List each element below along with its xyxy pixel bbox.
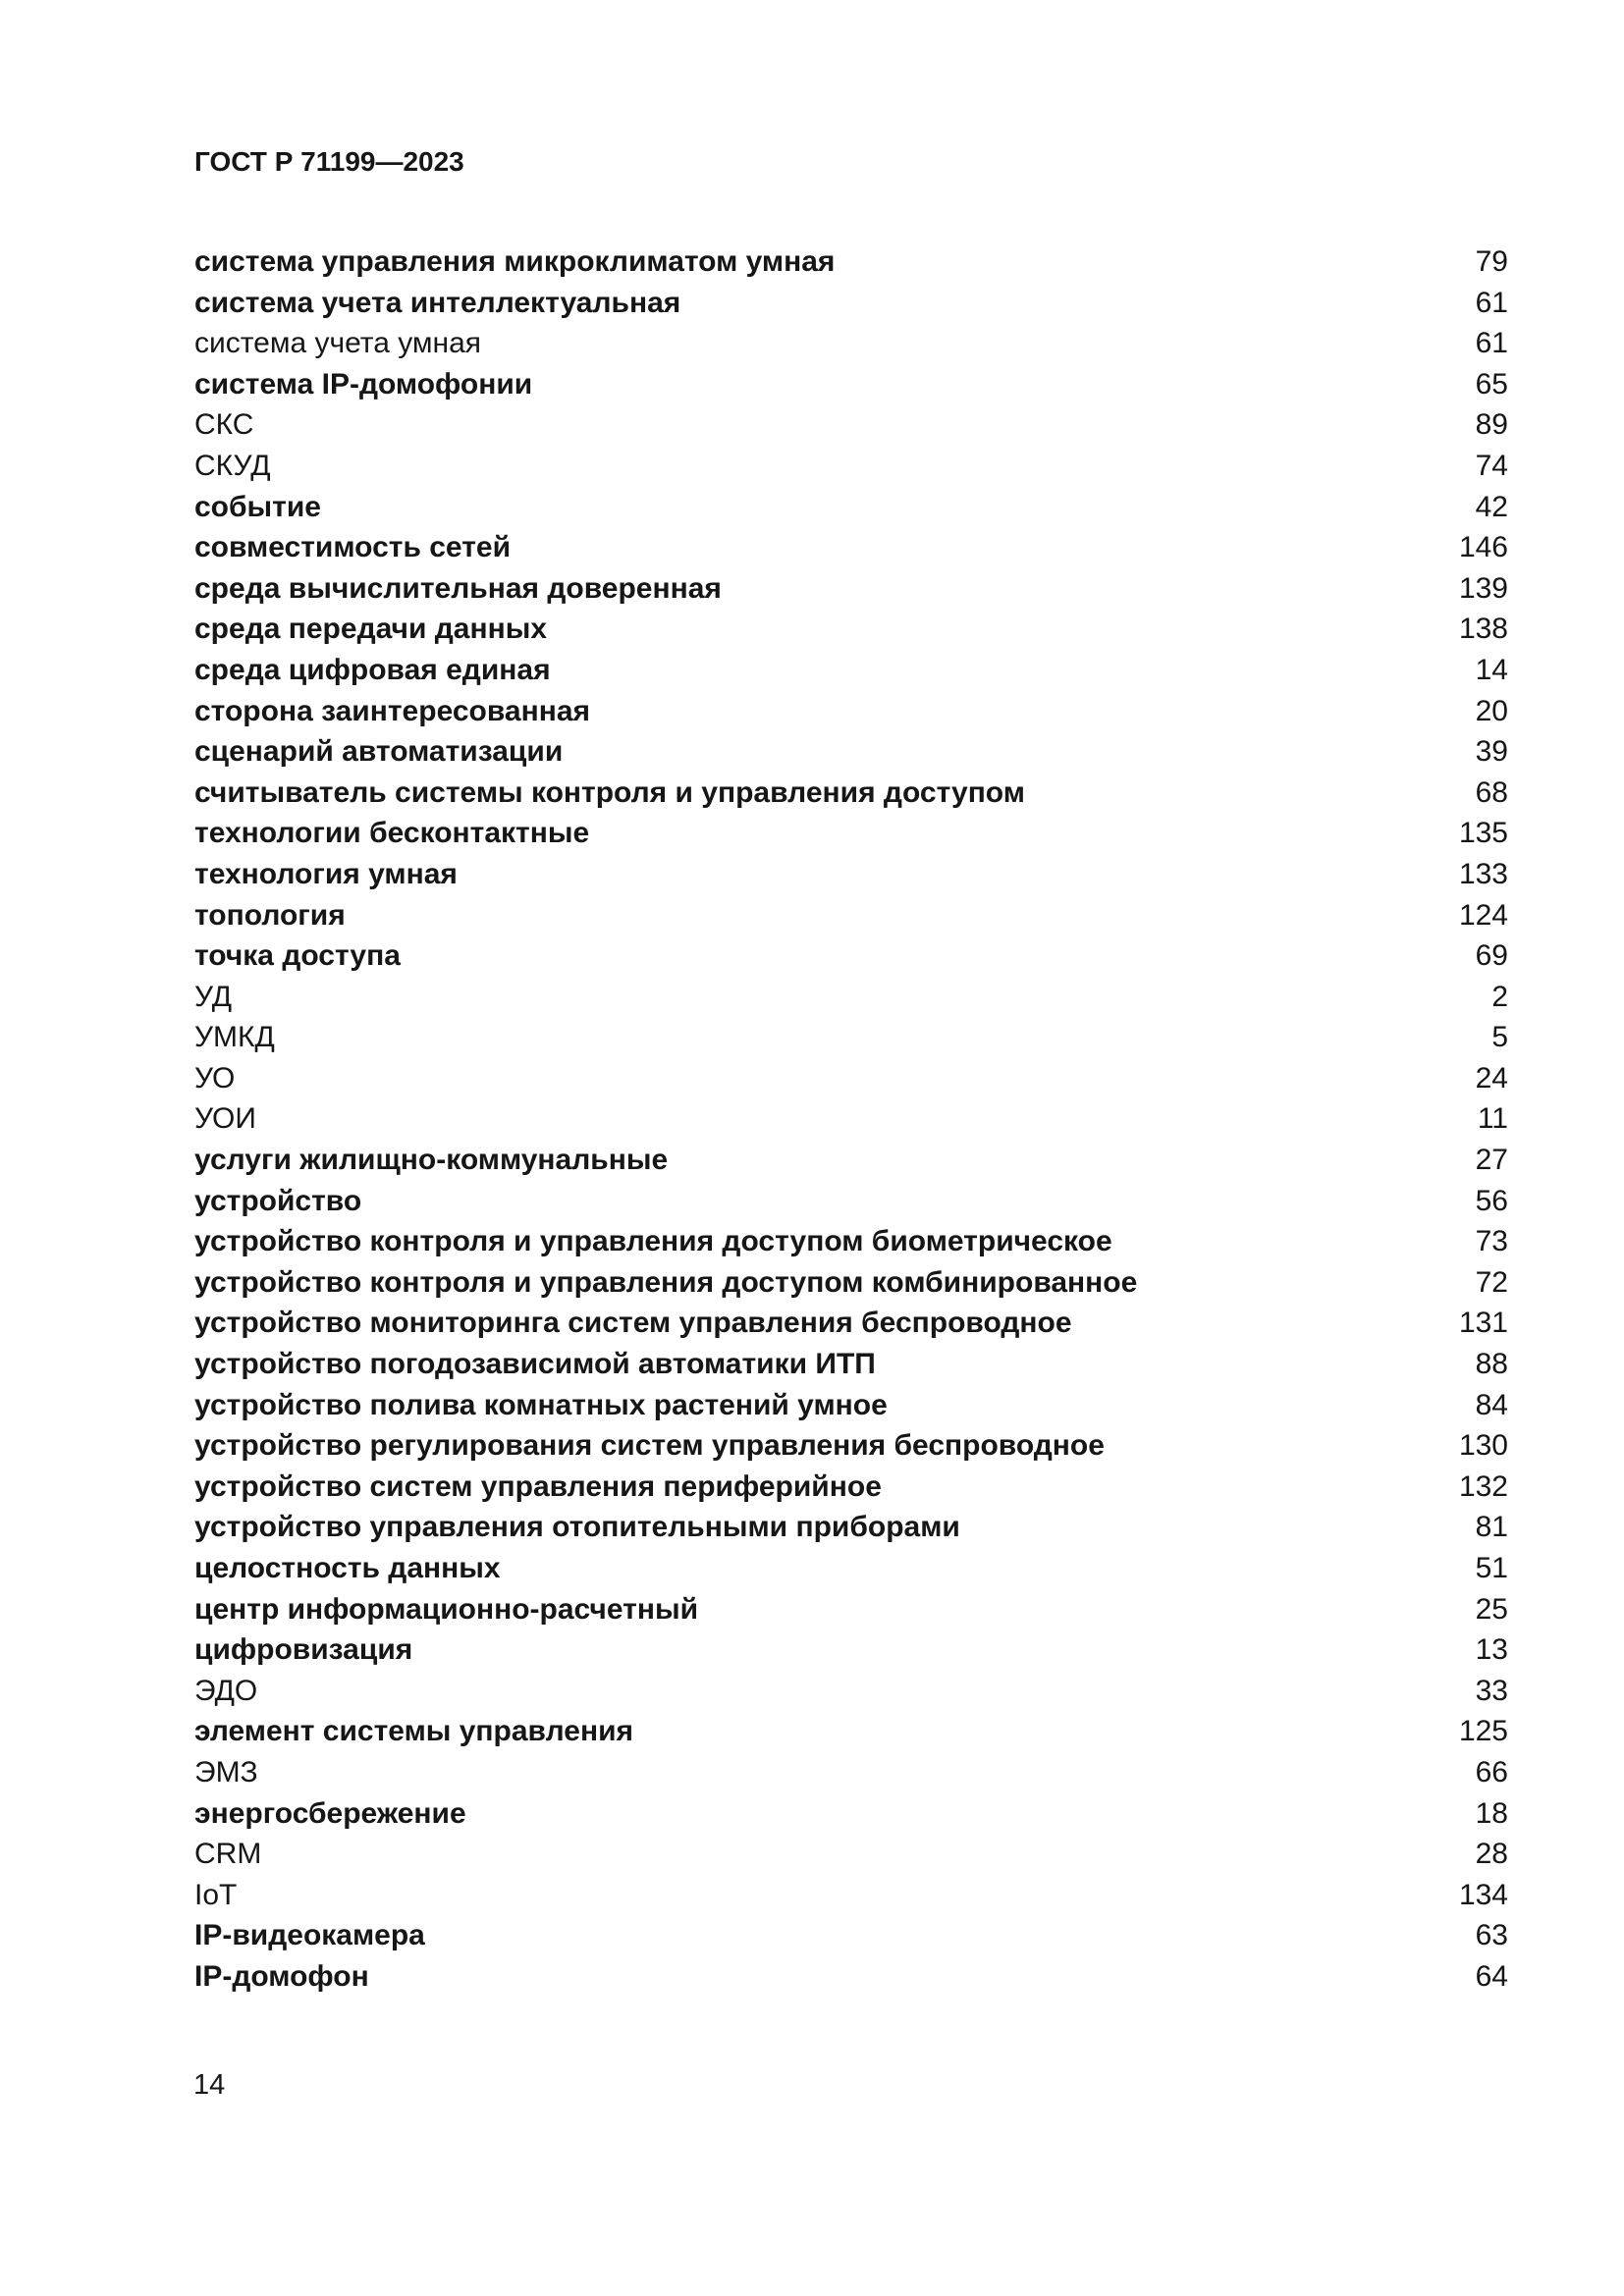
index-page-number: 13 (1475, 1633, 1508, 1667)
index-term: энергосбережение (194, 1796, 466, 1830)
index-row (194, 775, 1508, 817)
index-term: устройство (194, 1184, 362, 1217)
index-term: среда передачи данных (194, 613, 548, 646)
index-term: сценарий автоматизации (194, 735, 564, 769)
index-row (194, 653, 1508, 694)
index-term: СКС (194, 408, 254, 442)
index-row (194, 490, 1508, 531)
index-page-number: 65 (1475, 367, 1508, 400)
index-page-number: 72 (1475, 1265, 1508, 1299)
index-page-number: 84 (1475, 1388, 1508, 1421)
index-row (194, 1674, 1508, 1715)
index-row (194, 571, 1508, 613)
index-term: IP-домофон (194, 1959, 369, 1993)
page-number: 14 (193, 2069, 226, 2101)
index-term: устройство контроля и управления доступом биометрическое (194, 1225, 1112, 1258)
index-row (194, 1306, 1508, 1347)
index-page-number: 130 (1458, 1429, 1508, 1463)
index-page-number: 134 (1458, 1878, 1508, 1911)
index-row (194, 1469, 1508, 1511)
index-term: устройство регулирования систем управления беспроводное (194, 1429, 1105, 1463)
index-page-number: 74 (1475, 449, 1508, 482)
index-row (194, 1918, 1508, 1959)
index-term: CRM (194, 1838, 262, 1871)
index-term: устройство систем управления периферийное (194, 1469, 882, 1503)
index-page-number: 61 (1475, 286, 1508, 319)
document-designation: ГОСТ Р 71199—2023 (194, 146, 464, 177)
index-page-number: 5 (1491, 1021, 1508, 1054)
index-page-number: 135 (1458, 817, 1508, 850)
index-term: система IP-домофонии (194, 367, 533, 400)
index-row (194, 938, 1508, 980)
index-term: устройство мониторинга систем управления беспроводное (194, 1307, 1072, 1340)
index-row (194, 1551, 1508, 1592)
index-page-number: 27 (1475, 1144, 1508, 1177)
index-page-number: 24 (1475, 1061, 1508, 1095)
index-page-number: 88 (1475, 1348, 1508, 1381)
index-term: устройство управления отопительными приборами (194, 1511, 960, 1544)
index-row (194, 244, 1508, 286)
index-term: точка доступа (194, 939, 401, 973)
index-row (194, 898, 1508, 939)
index-term: система управления микроклиматом умная (194, 245, 836, 278)
index-row (194, 1878, 1508, 1919)
index-term: УОИ (194, 1102, 256, 1136)
index-page-number: 33 (1475, 1674, 1508, 1707)
index-page-number: 138 (1458, 613, 1508, 646)
index-page-number: 51 (1475, 1552, 1508, 1584)
index-row (194, 1101, 1508, 1143)
index-page-number: 42 (1475, 490, 1508, 523)
index-row (194, 286, 1508, 327)
index-term: событие (194, 490, 321, 523)
index-page-number: 68 (1475, 775, 1508, 809)
index-row (194, 1224, 1508, 1265)
index-term: технология умная (194, 857, 458, 890)
index-page-number: 28 (1475, 1838, 1508, 1871)
index-page-number: 131 (1458, 1307, 1508, 1340)
index-page-number: 18 (1475, 1796, 1508, 1830)
index-term: среда вычислительная доверенная (194, 571, 722, 605)
index-page-number: 146 (1458, 531, 1508, 564)
index-row (194, 1143, 1508, 1184)
index-term: среда цифровая единая (194, 653, 551, 686)
index-page-number: 132 (1458, 1469, 1508, 1503)
index-page-number: 133 (1458, 857, 1508, 890)
index-term: элемент системы управления (194, 1715, 634, 1748)
index-page-number: 81 (1475, 1511, 1508, 1544)
index-row (194, 734, 1508, 775)
index-row (194, 612, 1508, 653)
index-term: устройство погодозависимой автоматики ИТП (194, 1348, 876, 1381)
index-row (194, 449, 1508, 490)
index-term: система учета интеллектуальная (194, 286, 681, 319)
index-term: целостность данных (194, 1552, 501, 1584)
index-page-number: 79 (1475, 245, 1508, 278)
index-row (194, 1020, 1508, 1061)
index-row (194, 1347, 1508, 1388)
index-term: устройство контроля и управления доступом комбинированное (194, 1265, 1138, 1299)
index-page-number: 63 (1475, 1919, 1508, 1952)
index-page-number: 66 (1475, 1755, 1508, 1789)
index-term: IP-видеокамера (194, 1919, 425, 1952)
index-page-number: 2 (1491, 980, 1508, 1013)
index-row (194, 857, 1508, 898)
index-page-number: 56 (1475, 1184, 1508, 1217)
index-page-number: 124 (1458, 898, 1508, 932)
index-list (194, 244, 1508, 2001)
index-term: СКУД (194, 449, 271, 482)
index-row (194, 1388, 1508, 1429)
index-row (194, 1265, 1508, 1307)
index-row (194, 1428, 1508, 1469)
index-term: УО (194, 1061, 236, 1095)
index-row (194, 1837, 1508, 1878)
index-row (194, 407, 1508, 449)
index-row (194, 1184, 1508, 1225)
index-row (194, 694, 1508, 735)
index-row (194, 1061, 1508, 1102)
index-term: технологии бесконтактные (194, 817, 590, 850)
index-page-number: 64 (1475, 1959, 1508, 1993)
index-term: система учета умная (194, 327, 482, 360)
index-term: услуги жилищно-коммунальные (194, 1144, 669, 1177)
index-row (194, 816, 1508, 857)
index-page-number: 89 (1475, 408, 1508, 442)
index-term: совместимость сетей (194, 531, 512, 564)
index-row (194, 530, 1508, 571)
index-row (194, 980, 1508, 1021)
index-row (194, 367, 1508, 408)
index-row (194, 1959, 1508, 2001)
index-page-number: 39 (1475, 735, 1508, 769)
index-page-number: 25 (1475, 1592, 1508, 1626)
index-page-number: 139 (1458, 571, 1508, 605)
index-page-number: 69 (1475, 939, 1508, 973)
index-row (194, 1755, 1508, 1796)
index-term: считыватель системы контроля и управления доступом (194, 775, 1025, 809)
index-term: УМКД (194, 1021, 275, 1054)
index-page-number: 125 (1458, 1715, 1508, 1748)
index-row (194, 1592, 1508, 1633)
index-row (194, 1796, 1508, 1838)
index-term: ЭДО (194, 1674, 258, 1707)
index-page-number: 11 (1477, 1102, 1508, 1136)
index-term: IoT (194, 1878, 238, 1911)
index-term: цифровизация (194, 1633, 413, 1667)
index-page-number: 20 (1475, 694, 1508, 727)
index-page-number: 73 (1475, 1225, 1508, 1258)
index-term: устройство полива комнатных растений умное (194, 1388, 888, 1421)
index-row (194, 1510, 1508, 1551)
index-term: сторона заинтересованная (194, 694, 591, 727)
index-term: ЭМЗ (194, 1755, 258, 1789)
index-term: УД (194, 980, 233, 1013)
index-row (194, 1632, 1508, 1674)
index-row (194, 326, 1508, 367)
index-page-number: 14 (1475, 653, 1508, 686)
index-term: топология (194, 898, 346, 932)
index-term: центр информационно-расчетный (194, 1592, 699, 1626)
index-row (194, 1714, 1508, 1755)
index-page-number: 61 (1475, 327, 1508, 360)
